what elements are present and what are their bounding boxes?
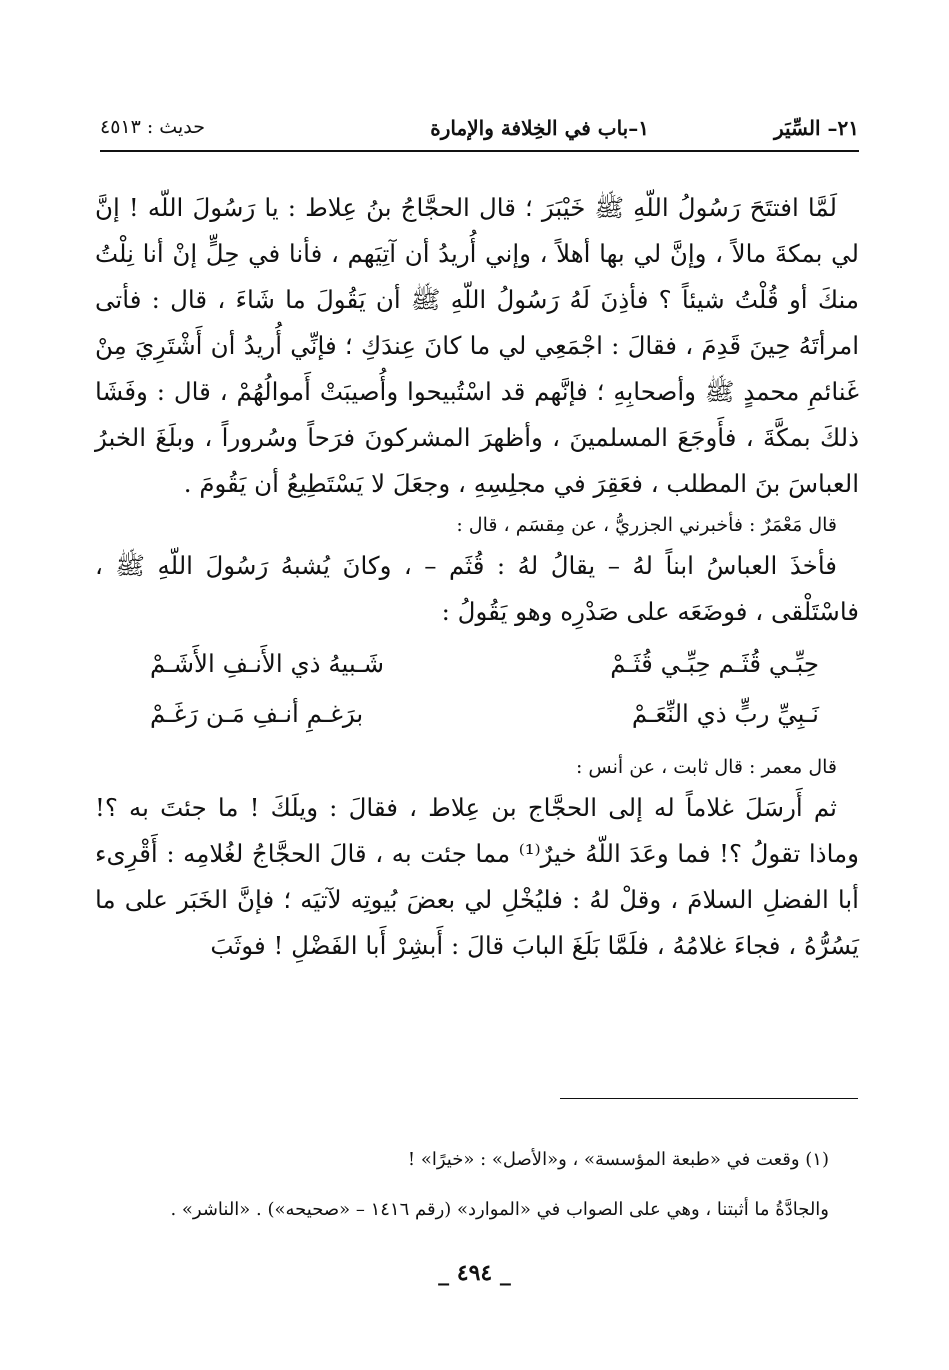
paragraph-3: ثم أَرسَلَ غلاماً له إلى الحجَّاج بن عِلاط ، فقالَ : ويلَكَ ! ما جئتَ به ؟! وماذا تقولُ ؟! فما وعَدَ اللّهُ خيرٌ⁽¹⁾ مما جئت به ، قالَ الحجَّاجُ لغُلامِه : أَقْرِىء أبا الفضلِ السلامَ ، وقلْ لهُ : فليُخْلِ لي بعضَ بُيوتِه لآتيَه ؛ فإنَّ الخَبَر على ما يَسُرُّهُ ، فجاءَ غلامُهُ ، فلَمَّا بَلَغَ البابَ قالَ : أَبشِرْ أَبا الفَضْلِ ! فوثَبَ xyxy=(95,793,860,960)
running-header xyxy=(100,112,859,152)
paragraph-1: لَمَّا افتتَحَ رَسُولُ اللّهِ ﷺ خَيْبَرَ ؛ قال الحجَّاجُ بنُ عِلاط : يا رَسُولَ اللّه ! إنَّ لي بمكةَ مالاً ، وإنَّ لي بها أهلاً ، وإني أُريدُ أن آتِيَهم ، فأنا في حِلٍّ إنْ أنا نِلْتُ منكَ أو قُلْتُ شيئاً ؟ فأذِنَ لَهُ رَسُولُ اللّهِ ﷺ أن يَقُولَ ما شَاءَ ، قال : فأتى امرأتَهُ حِينَ قَدِمَ ، فقالَ : اجْمَعِي لي ما كانَ عِندَكِ ؛ فإنِّي أُريدُ أن أَشْتَرِيَ مِنْ غَنائمِ محمدٍ ﷺ وأصحابِهِ ؛ فإنَّهم قد اسْتُبيحوا وأُصيبَتْ أَموالُهُمْ ، قال : وفَشَا ذلكَ بمكَّةَ ، فأَوجَعَ المسلمينَ ، وأظهرَ المشركونَ فرَحاً وسُروراً ، وبلَغَ الخبرُ العباسَ بنَ المطلب ، فعَقِرَ في مجلِسِهِ ، وجعَلَ لا يَسْتَطِيعُ أن يَقُومَ . xyxy=(95,193,859,498)
poem xyxy=(95,639,859,739)
hadith-number: حديث : ٤٥١٣ xyxy=(100,116,205,138)
header-divider xyxy=(100,150,859,152)
footnote-1-continuation: والجادَّةُ ما أثبتنا ، وهي على الصواب في «الموارد» (رقم ١٤١٦ – «صحيحه») . «الناشر» . xyxy=(170,1199,829,1220)
verse-2-first-half: نَـبِيِّ ربٍّ ذي النِّعَـمْ xyxy=(631,699,819,728)
main-text xyxy=(95,185,859,969)
section-title: ١–باب في الخِلافة والإمارة xyxy=(430,116,649,140)
paragraph-2: فأخذَ العباسُ ابناً لهُ – يقالُ لهُ : قُثَم – ، وكانَ يُشبهُ رَسُولَ اللّهِ ﷺ ، فاسْتَلْقى ، فوضَعَه على صَدْرِه وهو يَقُولُ : xyxy=(95,551,859,626)
poem-verse-2 xyxy=(95,689,859,739)
narration-note-2: قال معمر : قال ثابت ، عن أنس : xyxy=(575,756,837,778)
footnote-1: (١) وقعت في «طبعة المؤسسة» ، و«الأصل» : «خيرًا» ! xyxy=(407,1149,829,1170)
poem-verse-1 xyxy=(95,639,859,689)
chapter-title: ٢١– السِّيَر xyxy=(773,116,859,140)
verse-1-first-half: حِبِّـي قُثَـم حِبِّـي قُثَـمْ xyxy=(610,649,819,678)
verse-1-second-half: شَـبيهُ ذي الأَنـفِ الأَشَـمْ xyxy=(150,649,385,678)
narration-note-1: قال مَعْمَرٌ : فأخبرني الجزريُّ ، عن مِقسَم ، قال : xyxy=(456,514,837,536)
footnotes xyxy=(100,1135,829,1235)
footnote-divider xyxy=(560,1098,858,1099)
verse-2-second-half: برَغـمِ أنـفِ مَـن رَغَـمْ xyxy=(150,699,364,728)
page-number: _ ٤٩٤ _ xyxy=(438,1260,511,1286)
